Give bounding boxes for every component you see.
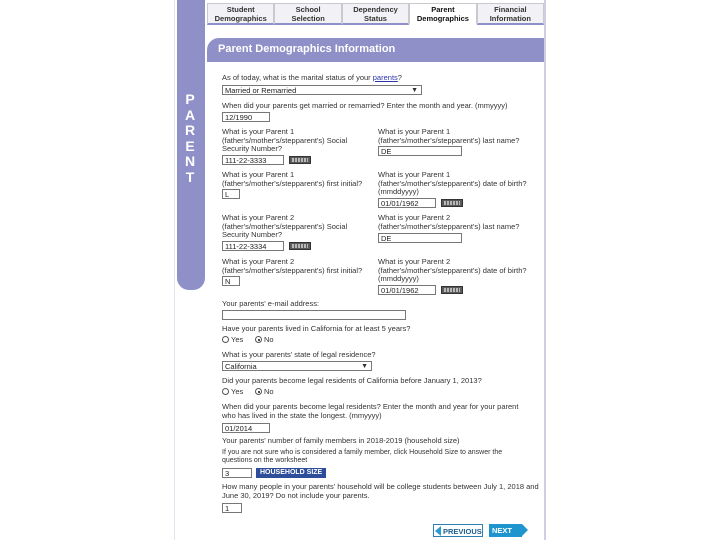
p2-dob-question: What is your Parent 2 (father's/mother's/stepparent's) date of birth? (mmddyyyy) (378, 257, 527, 283)
question-text: ? (397, 73, 402, 82)
radio-label: No (264, 387, 274, 396)
section-tabs (207, 3, 544, 25)
p1-initial-input[interactable]: L (222, 189, 240, 199)
tab-line: Dependency (353, 5, 398, 14)
p2-ssn-question: What is your Parent 2 (father's/mother's/stepparent's) Social Security Number? (222, 213, 348, 239)
side-letter: T (185, 168, 195, 185)
side-letter: E (185, 137, 195, 154)
radio-label: Yes (231, 335, 244, 344)
family-size-question: Your parents' number of family members in 2018-2019 (household size) (222, 436, 460, 445)
tab-financial-information[interactable] (477, 3, 544, 25)
radio-button[interactable] (255, 388, 262, 395)
college-question: How many people in your parents' household will be college students between July 1, 2018 and June 30, 2019? Do not include your parents. (222, 482, 539, 500)
radio-label: No (264, 335, 274, 344)
next-button[interactable]: NEXT (489, 524, 522, 537)
tab-parent-demographics[interactable] (409, 3, 476, 25)
side-letter: A (184, 106, 196, 123)
before-date-question: Did your parents become legal residents of California before January 1, 2013? (222, 376, 482, 385)
p1-dob-question: What is your Parent 1 (father's/mother's/stepparent's) date of birth? (mmddyyyy) (378, 170, 527, 196)
p1-ssn-question: What is your Parent 1 (father's/mother's/stepparent's) Social Security Number? (222, 127, 348, 153)
section-header (207, 38, 544, 62)
side-label (179, 92, 201, 185)
married-date-question: When did your parents get married or remarried? Enter the month and year. (mmyyyy) (222, 101, 508, 110)
radio-button[interactable] (222, 388, 229, 395)
keyboard-icon[interactable] (441, 286, 463, 294)
tab-line: Student (226, 5, 255, 14)
married-date-input[interactable]: 12/1990 (222, 112, 270, 122)
tab-line: Parent (431, 5, 455, 14)
before-date-yes[interactable] (222, 387, 243, 396)
side-letter: P (185, 91, 195, 107)
radio-button[interactable] (255, 336, 262, 343)
legal-date-input[interactable]: 01/2014 (222, 423, 270, 433)
keyboard-icon[interactable] (289, 156, 311, 164)
radio-label: Yes (231, 387, 244, 396)
tab-dependency-status[interactable] (342, 3, 409, 25)
radio-button[interactable] (222, 336, 229, 343)
lived-ca-no[interactable] (255, 335, 274, 344)
before-date-no[interactable] (255, 387, 274, 396)
page-title: Parent Demographics Information (218, 43, 396, 55)
email-input[interactable] (222, 310, 406, 320)
legal-date-question: When did your parents become legal residents? Enter the month and year for your parent who has lived in the state the longest. (mmyyyy) (222, 402, 519, 420)
p2-initial-question: What is your Parent 2 (father's/mother's/stepparent's) first initial? (222, 257, 363, 275)
residence-select[interactable] (222, 361, 372, 371)
question-text: As of today, what is the marital status of your (222, 73, 373, 82)
tab-line: Status (364, 14, 387, 23)
college-input[interactable]: 1 (222, 503, 242, 513)
parents-link[interactable]: parents (372, 73, 398, 82)
select-value: California (225, 362, 257, 371)
p1-ssn-input[interactable]: 111-22-3333 (222, 155, 284, 165)
family-size-input[interactable]: 3 (222, 468, 252, 478)
keyboard-icon[interactable] (289, 242, 311, 250)
tab-line: Demographics (416, 14, 469, 23)
chevron-down-icon: ▼ (411, 87, 418, 94)
tab-school-selection[interactable] (274, 3, 341, 25)
lived-ca-yes[interactable] (222, 335, 243, 344)
marital-status-question (222, 74, 452, 83)
p2-last-question: What is your Parent 2 (father's/mother's/stepparent's) last name? (378, 213, 520, 231)
email-question: Your parents' e-mail address: (222, 299, 320, 308)
family-size-help: If you are not sure who is considered a family member, click Household Size to answer the questions on the worksheet (222, 449, 503, 464)
marital-status-select[interactable] (222, 85, 422, 95)
p2-initial-input[interactable]: N (222, 276, 240, 286)
p2-dob-input[interactable]: 01/01/1962 (378, 285, 436, 295)
lived-ca-question: Have your parents lived in California for at least 5 years? (222, 324, 411, 333)
tab-line: Selection (291, 14, 325, 23)
previous-button[interactable]: PREVIOUS (433, 524, 483, 537)
tab-line: Demographics (214, 14, 267, 23)
tab-student-demographics[interactable] (207, 3, 274, 25)
residence-question: What is your parents' state of legal residence? (222, 350, 376, 359)
p1-initial-question: What is your Parent 1 (father's/mother's/stepparent's) first initial? (222, 170, 363, 188)
p2-ssn-input[interactable]: 111-22-3334 (222, 241, 284, 251)
keyboard-icon[interactable] (441, 199, 463, 207)
side-letter: R (184, 122, 196, 138)
tab-line: Financial (494, 5, 527, 14)
tab-line: School (295, 5, 321, 14)
chevron-down-icon: ▼ (361, 363, 368, 370)
side-letter: N (184, 153, 196, 169)
p1-last-question: What is your Parent 1 (father's/mother's/stepparent's) last name? (378, 127, 520, 145)
household-size-button[interactable]: HOUSEHOLD SIZE (256, 468, 326, 478)
p1-dob-input[interactable]: 01/01/1962 (378, 198, 436, 208)
tab-line: Information (489, 14, 531, 23)
select-value: Married or Remarried (225, 86, 297, 95)
p1-last-input[interactable]: DE (378, 146, 462, 156)
p2-last-input[interactable]: DE (378, 233, 462, 243)
